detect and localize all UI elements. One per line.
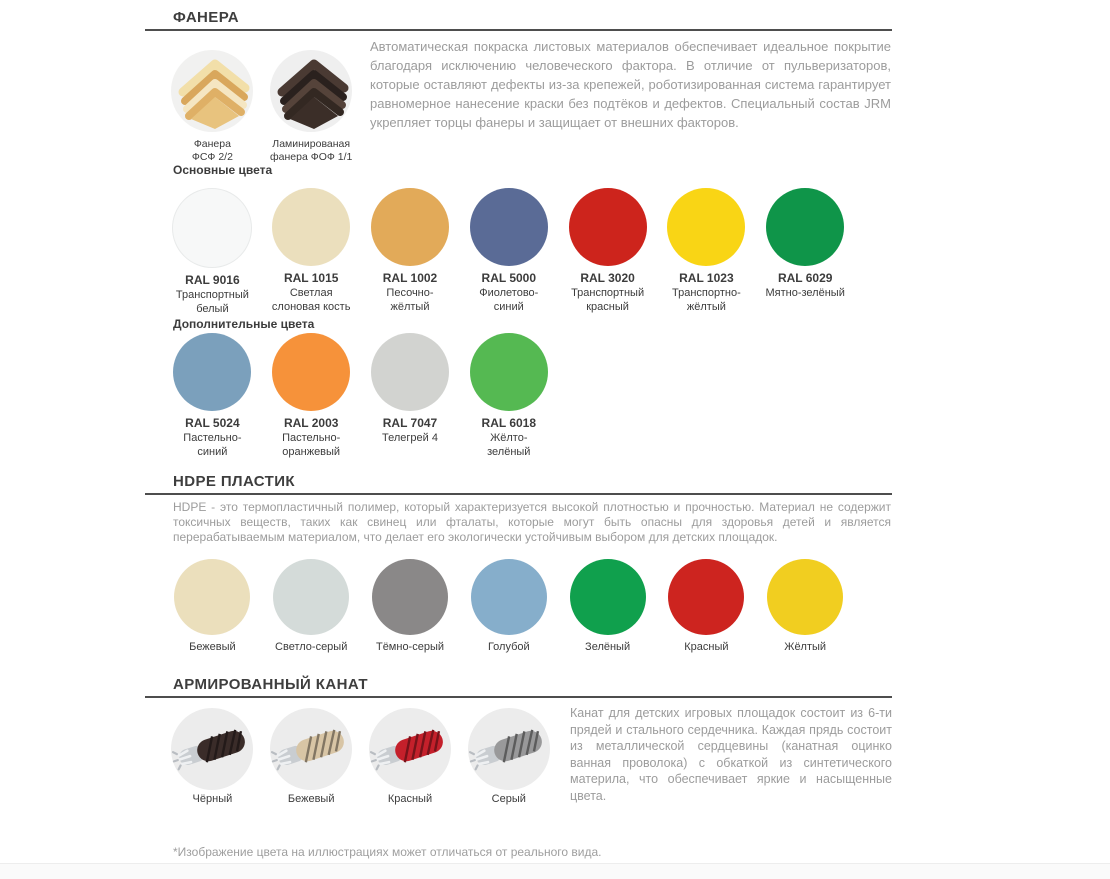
- color-swatch: [459, 333, 558, 459]
- plywood-fsf-label-line2: ФСФ 2/2: [191, 151, 233, 163]
- color-swatch: [657, 188, 756, 316]
- color-name: жёлтый: [686, 301, 726, 313]
- section-divider: [145, 493, 892, 495]
- color-circle: [767, 559, 843, 635]
- additional-colors-label: Дополнительные цвета: [173, 317, 315, 331]
- plywood-fof-label-line1: Ламинированая: [272, 138, 351, 150]
- rope-swatch: [361, 708, 460, 805]
- ral-code: RAL 1002: [382, 271, 438, 285]
- color-swatch: [756, 188, 855, 316]
- color-circle: [173, 333, 251, 411]
- color-circle: [471, 559, 547, 635]
- color-circle: [273, 559, 349, 635]
- color-swatch: [756, 559, 855, 653]
- rope-swatch: [459, 708, 558, 805]
- rope-image: [468, 708, 550, 790]
- color-swatch: [163, 559, 262, 653]
- color-name: Транспортный: [571, 287, 645, 299]
- main-colors-row: [163, 188, 855, 316]
- ral-code: RAL 5024: [185, 416, 240, 430]
- color-name: Жёлто-: [490, 432, 528, 444]
- color-name: Телегрей 4: [382, 432, 438, 444]
- color-circle: [174, 559, 250, 635]
- ral-code: RAL 3020: [580, 271, 635, 285]
- color-circle: [766, 188, 844, 266]
- page-bottom-edge: [0, 863, 1110, 879]
- color-swatch: [262, 188, 361, 316]
- color-name: Песочно-: [386, 287, 434, 299]
- color-circle: [371, 188, 449, 266]
- color-name: Красный: [684, 641, 729, 653]
- plywood-fof-label-line2: фанера ФОФ 1/1: [270, 151, 353, 163]
- hdpe-colors-row: [163, 559, 855, 653]
- rope-color-name: Красный: [387, 793, 433, 805]
- plywood-description: Автоматическая покраска листовых материалов обеспечивает идеальное покрытие благодаря исключению человеческого фактора. В отличие от пульверизаторов, которые оставляют дефекты из-за крепежей, роботизированная система гарантирует равномерное нанесение краски без подтёков и дефектов. Специальный состав JRM укрепляет торцы фанеры и защищает от внешних факторов.: [370, 39, 891, 130]
- color-circle: [668, 559, 744, 635]
- color-name: Бежевый: [189, 641, 236, 653]
- color-circle: [570, 559, 646, 635]
- color-circle: [371, 333, 449, 411]
- plywood-fsf-image: [171, 50, 253, 132]
- color-swatch: [558, 559, 657, 653]
- color-circle: [172, 188, 252, 268]
- color-swatch: [558, 188, 657, 316]
- color-name: Мятно-зелёный: [765, 287, 845, 299]
- color-name: Светлая: [289, 287, 333, 299]
- rope-description: Канат для детских игровых площадок состоит из 6-ти прядей и стального сердечника. Каждая прядь состоит из металлической сердцевины (канатная оцинко ванная проволока) с обкаткой из синтетического материла, что обеспечивает яркие и насыщенные цвета.: [570, 706, 892, 803]
- rope-color-name: Серый: [491, 793, 526, 805]
- color-swatch: [262, 559, 361, 653]
- color-circle: [470, 188, 548, 266]
- main-colors-label: Основные цвета: [173, 163, 273, 177]
- color-name: слоновая кость: [271, 301, 351, 313]
- color-name: красный: [586, 301, 629, 313]
- rope-color-name: Чёрный: [192, 793, 233, 805]
- ral-code: RAL 2003: [283, 416, 339, 430]
- color-name: синий: [197, 446, 228, 458]
- ral-code: RAL 6029: [777, 271, 833, 285]
- color-swatch: [163, 333, 262, 459]
- rope-colors-row: [163, 708, 558, 805]
- color-name: зелёный: [487, 446, 531, 458]
- rope-swatch: [262, 708, 361, 805]
- rope-swatch: [163, 708, 262, 805]
- color-name: Тёмно-серый: [375, 641, 445, 653]
- color-name: белый: [196, 303, 229, 315]
- plywood-section-title: ФАНЕРА: [173, 9, 240, 26]
- color-circle: [569, 188, 647, 266]
- color-name: Жёлтый: [784, 641, 827, 653]
- plywood-fsf-label-line1: Фанера: [193, 138, 231, 150]
- color-name: Транспортно-: [672, 287, 741, 299]
- color-circle: [372, 559, 448, 635]
- ral-code: RAL 1023: [679, 271, 734, 285]
- plywood-swatch-row: [163, 50, 361, 164]
- color-swatch: [459, 188, 558, 316]
- rope-color-name: Бежевый: [287, 793, 335, 805]
- color-circle: [470, 333, 548, 411]
- color-name: жёлтый: [390, 301, 430, 313]
- color-circle: [272, 188, 350, 266]
- rope-section-title: АРМИРОВАННЫЙ КАНАТ: [173, 676, 368, 693]
- color-swatch: [361, 188, 460, 316]
- color-name: Пастельно-: [282, 432, 341, 444]
- additional-colors-row: [163, 333, 558, 459]
- rope-image: [369, 708, 451, 790]
- section-divider: [145, 29, 892, 31]
- ral-code: RAL 7047: [382, 416, 438, 430]
- ral-code: RAL 1015: [283, 271, 339, 285]
- color-swatch: [361, 333, 460, 459]
- color-circle: [667, 188, 745, 266]
- color-name: Зелёный: [585, 641, 631, 653]
- ral-code: RAL 5000: [481, 271, 537, 285]
- rope-image: [270, 708, 352, 790]
- color-name: Голубой: [487, 641, 530, 653]
- color-circle: [272, 333, 350, 411]
- color-disclaimer-note: *Изображение цвета на иллюстрациях может отличаться от реального вида.: [173, 845, 602, 859]
- color-swatch: [163, 188, 262, 316]
- ral-code: RAL 9016: [185, 273, 240, 287]
- color-name: Светло-серый: [275, 641, 348, 653]
- color-name: Транспортный: [175, 289, 249, 301]
- color-name: Пастельно-: [183, 432, 242, 444]
- section-divider: [145, 696, 892, 698]
- color-name: оранжевый: [282, 446, 341, 458]
- rope-image: [171, 708, 253, 790]
- color-swatch: [262, 333, 361, 459]
- plywood-swatch-fof: [262, 50, 361, 164]
- plywood-swatch-fsf: [163, 50, 262, 164]
- color-swatch: [459, 559, 558, 653]
- color-name: синий: [493, 301, 524, 313]
- color-name: Фиолетово-: [479, 287, 539, 299]
- hdpe-section-title: HDPE ПЛАСТИК: [173, 473, 295, 490]
- laminated-plywood-fof-image: [270, 50, 352, 132]
- hdpe-description: HDPE - это термопластичный полимер, который характеризуется высокой плотностью и прочностью. Материал не содержит токсичных веществ, таких как свинец или фталаты, которые могут быть опасны для здоровья детей и является перерабатываемым материалом, что делает его экологически устойчивым выбором для детских площадок.: [173, 500, 891, 544]
- ral-code: RAL 6018: [481, 416, 537, 430]
- color-swatch: [361, 559, 460, 653]
- color-swatch: [657, 559, 756, 653]
